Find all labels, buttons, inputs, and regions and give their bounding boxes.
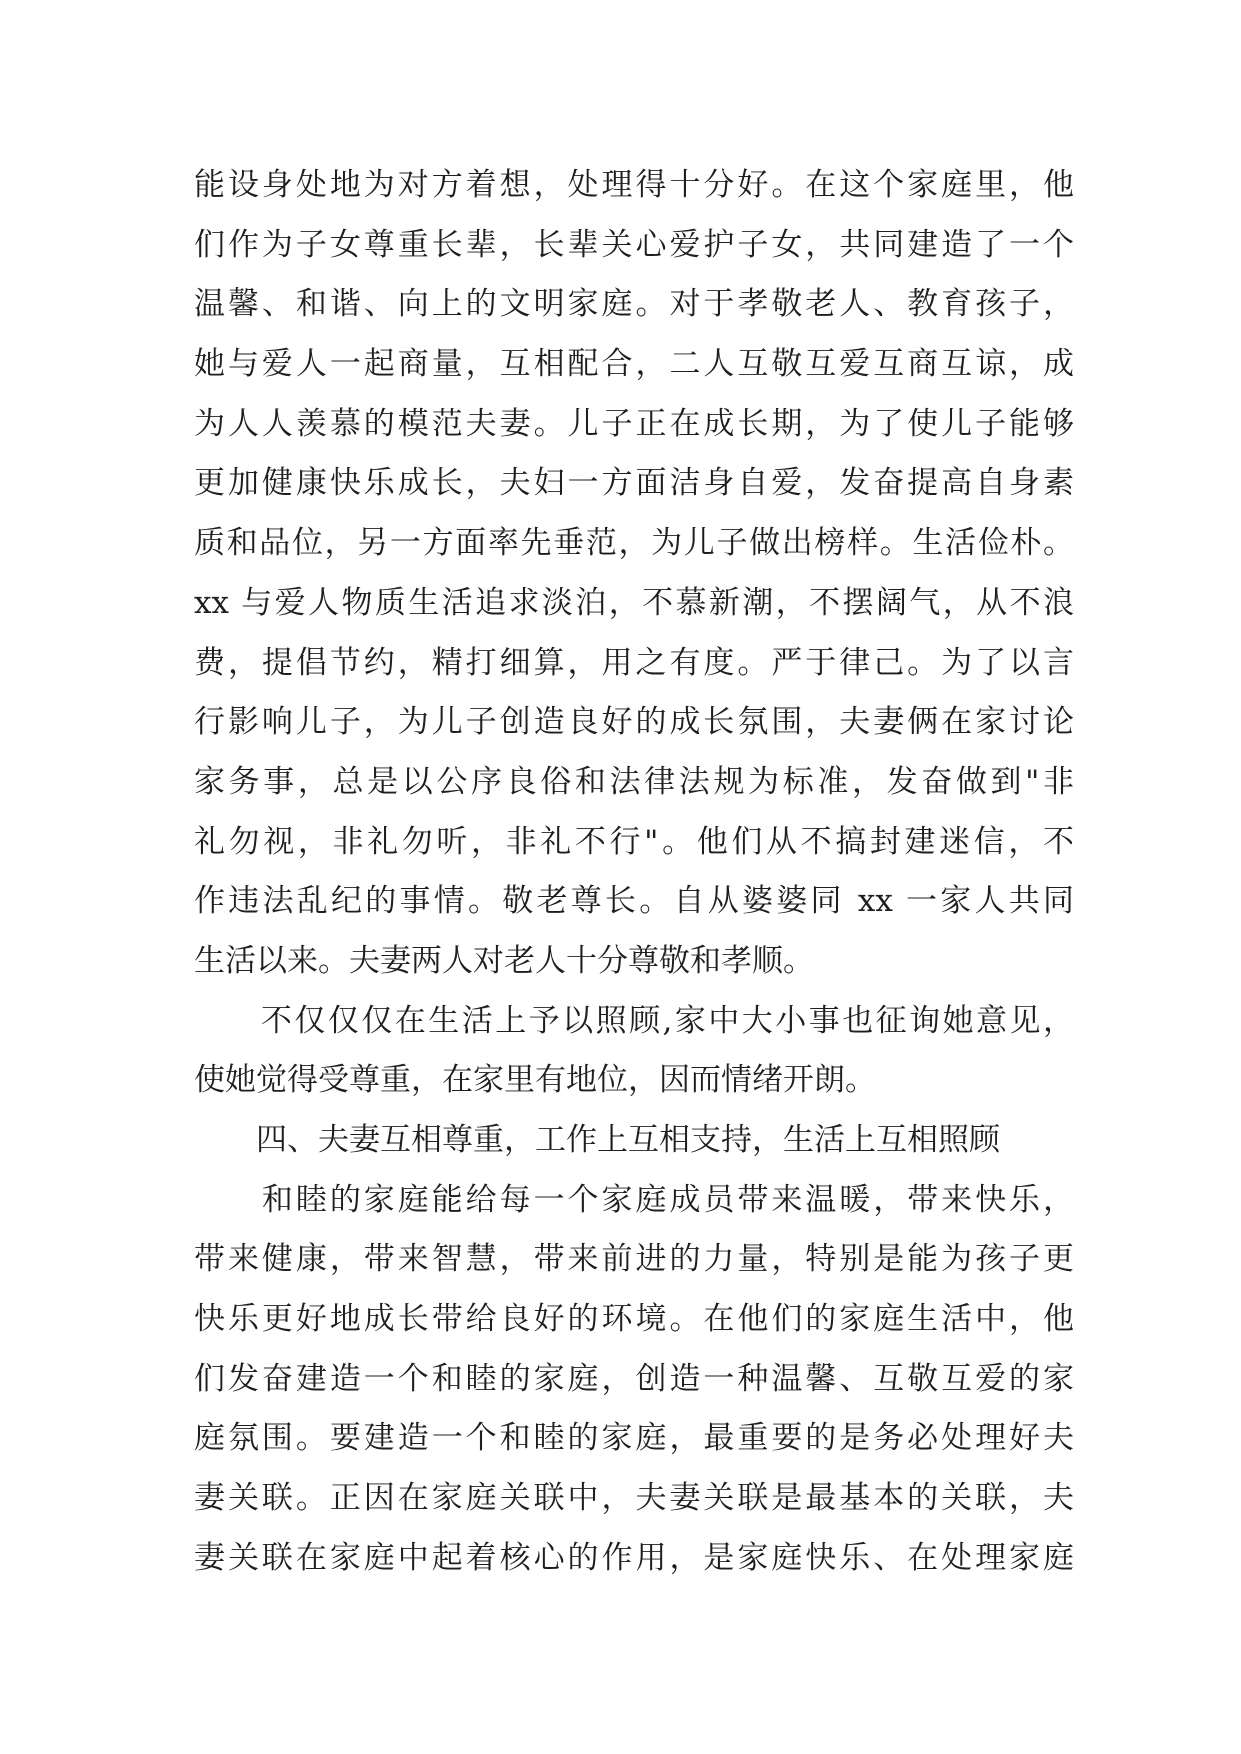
- text-line: 妻关联。正因在家庭关联中，夫妻关联是最基本的关联，夫: [194, 1480, 1074, 1517]
- text-line: xx 与爱人物质生活追求淡泊，不慕新潮，不摆阔气，从不浪: [194, 584, 1074, 621]
- text-line: 家务事，总是以公序良俗和法律法规为标准，发奋做到"非: [194, 763, 1074, 800]
- section-heading: 四、夫妻互相尊重，工作上互相支持，生活上互相照顾: [194, 1122, 1000, 1158]
- text-line: 为人人羡慕的模范夫妻。儿子正在成长期，为了使儿子能够: [194, 405, 1074, 442]
- text-line: 能设身处地为对方着想，处理得十分好。在这个家庭里，他: [194, 167, 1074, 203]
- text-line: 她与爱人一起商量，互相配合，二人互敬互爱互商互谅，成: [194, 346, 1074, 383]
- text-line: 礼勿视，非礼勿听，非礼不行"。他们从不搞封建迷信，不: [194, 823, 1074, 860]
- text-line: 们作为子女尊重长辈，长辈关心爱护子女，共同建造了一个: [194, 226, 1074, 263]
- text-line: 质和品位，另一方面率先垂范，为儿子做出榜样。生活俭朴。: [194, 525, 1074, 562]
- text-line: 费，提倡节约，精打细算，用之有度。严于律己。为了以言: [194, 644, 1074, 681]
- text-line: 妻关联在家庭中起着核心的作用，是家庭快乐、在处理家庭: [194, 1539, 1074, 1576]
- text-line: 和睦的家庭能给每一个家庭成员带来温暖，带来快乐，: [194, 1181, 1074, 1218]
- text-line: 更加健康快乐成长，夫妇一方面洁身自爱，发奋提高自身素: [194, 465, 1074, 502]
- text-line: 快乐更好地成长带给良好的环境。在他们的家庭生活中，他: [194, 1301, 1074, 1338]
- text-line: 庭氛围。要建造一个和睦的家庭，最重要的是务必处理好夫: [194, 1420, 1074, 1457]
- text-line: 使她觉得受尊重，在家里有地位，因而情绪开朗。: [194, 1062, 876, 1099]
- text-line: 行影响儿子，为儿子创造良好的成长氛围，夫妻俩在家讨论: [194, 704, 1074, 741]
- text-line: 温馨、和谐、向上的文明家庭。对于孝敬老人、教育孩子，: [194, 286, 1074, 323]
- text-line: 作违法乱纪的事情。敬老尊长。自从婆婆同 xx 一家人共同: [194, 883, 1074, 920]
- text-line: 们发奋建造一个和睦的家庭，创造一种温馨、互敬互爱的家: [194, 1360, 1074, 1397]
- text-line: 带来健康，带来智慧，带来前进的力量，特别是能为孩子更: [194, 1241, 1074, 1278]
- text-line: 不仅仅仅在生活上予以照顾,家中大小事也征询她意见，: [194, 1002, 1074, 1039]
- text-line: 生活以来。夫妻两人对老人十分尊敬和孝顺。: [194, 942, 814, 979]
- body-text: [194, 156, 1074, 1589]
